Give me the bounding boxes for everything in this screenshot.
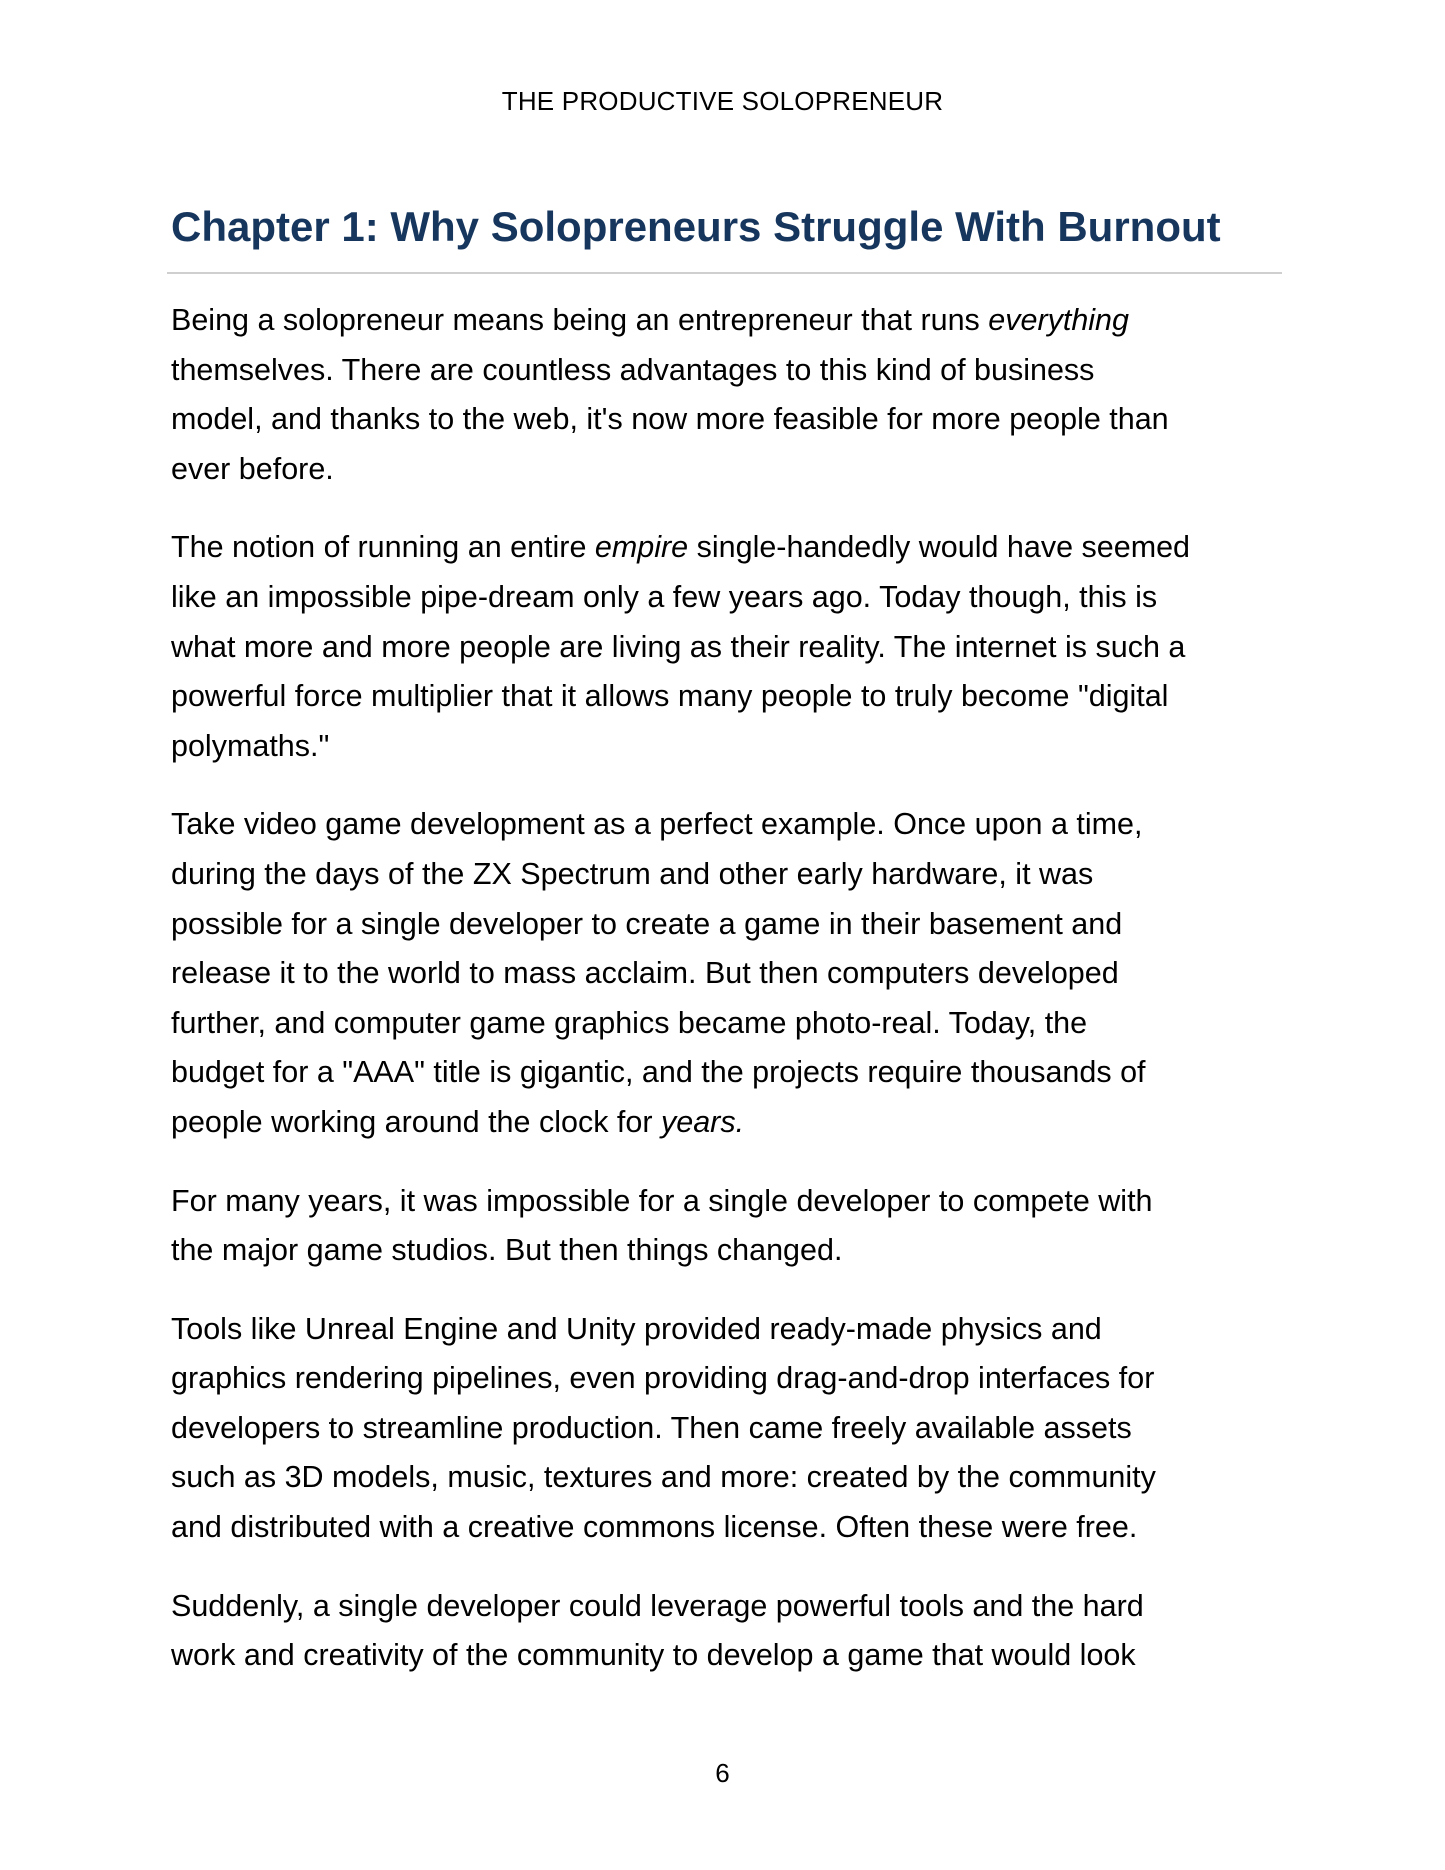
- text-line: [171, 999, 1291, 1049]
- text-line: [171, 445, 1291, 495]
- paragraph: [171, 1582, 1291, 1681]
- text-run: graphics rendering pipelines, even providing drag-and-drop interfaces for: [171, 1361, 1155, 1396]
- text-line: [171, 1177, 1291, 1227]
- paragraph: [171, 1177, 1291, 1276]
- italic-text-run: everything: [988, 303, 1129, 337]
- text-line: [171, 1453, 1291, 1503]
- text-line: [171, 1048, 1291, 1098]
- text-line: [171, 395, 1291, 445]
- chapter-title: Chapter 1: Why Solopreneurs Struggle With Burnout: [171, 203, 1221, 250]
- text-run: The notion of running an entire: [171, 530, 595, 565]
- text-run: during the days of the ZX Spectrum and other early hardware, it was: [171, 856, 1094, 891]
- text-run: polymaths.": [171, 728, 330, 763]
- paragraph: [171, 1305, 1291, 1553]
- text-line: [171, 1354, 1291, 1404]
- text-run: the major game studios. But then things changed.: [171, 1233, 843, 1268]
- text-run: further, and computer game graphics became photo-real. Today, the: [171, 1005, 1088, 1040]
- title-divider: [167, 272, 1282, 274]
- running-header: THE PRODUCTIVE SOLOPRENEUR: [501, 86, 944, 116]
- page-number: 6: [715, 1758, 730, 1788]
- text-run: what more and more people are living as their reality. The internet is such a: [171, 629, 1186, 664]
- text-line: [171, 296, 1291, 346]
- text-line: [171, 1305, 1291, 1355]
- text-line: [171, 1631, 1291, 1681]
- text-line: [171, 800, 1291, 850]
- text-line: [171, 900, 1291, 950]
- text-run: budget for a "AAA" title is gigantic, and the projects require thousands of: [171, 1055, 1146, 1090]
- text-run: work and creativity of the community to develop a game that would look: [171, 1638, 1136, 1673]
- text-run: model, and thanks to the web, it's now more feasible for more people than: [171, 402, 1169, 437]
- paragraph: [171, 800, 1291, 1147]
- paragraph: [171, 296, 1291, 494]
- text-run: single-handedly would have seemed: [688, 530, 1191, 565]
- text-line: [171, 672, 1291, 722]
- text-line: [171, 1404, 1291, 1454]
- text-line: [171, 1503, 1291, 1553]
- text-run: Tools like Unreal Engine and Unity provided ready-made physics and: [171, 1311, 1102, 1346]
- text-run: and distributed with a creative commons license. Often these were free.: [171, 1510, 1138, 1545]
- text-run: like an impossible pipe-dream only a few years ago. Today though, this is: [171, 579, 1158, 614]
- text-line: [171, 573, 1291, 623]
- text-run: Suddenly, a single developer could leverage powerful tools and the hard: [171, 1588, 1144, 1623]
- text-line: [171, 1582, 1291, 1632]
- text-line: [171, 850, 1291, 900]
- paragraph: [171, 523, 1291, 771]
- text-run: possible for a single developer to create a game in their basement and: [171, 906, 1123, 941]
- text-run: people working around the clock for: [171, 1104, 661, 1139]
- text-line: [171, 1098, 1291, 1148]
- text-line: [171, 722, 1291, 772]
- text-line: [171, 346, 1291, 396]
- text-run: Being a solopreneur means being an entrepreneur that runs: [171, 303, 989, 337]
- italic-text-run: years.: [660, 1104, 745, 1139]
- text-run: ever before.: [171, 451, 334, 486]
- text-line: [171, 623, 1291, 673]
- text-run: Take video game development as a perfect example. Once upon a time,: [171, 807, 1143, 842]
- text-run: For many years, it was impossible for a single developer to compete with: [171, 1183, 1153, 1218]
- text-run: themselves. There are countless advantages to this kind of business: [171, 352, 1095, 387]
- text-run: such as 3D models, music, textures and more: created by the community: [171, 1460, 1156, 1495]
- text-line: [171, 523, 1291, 573]
- italic-text-run: empire: [594, 530, 689, 565]
- text-line: [171, 1226, 1291, 1276]
- text-run: release it to the world to mass acclaim. But then computers developed: [171, 956, 1119, 991]
- text-line: [171, 949, 1291, 999]
- text-run: developers to streamline production. Then came freely available assets: [171, 1410, 1132, 1445]
- body-text: [171, 296, 1291, 1710]
- text-run: powerful force multiplier that it allows many people to truly become "digital: [171, 679, 1169, 714]
